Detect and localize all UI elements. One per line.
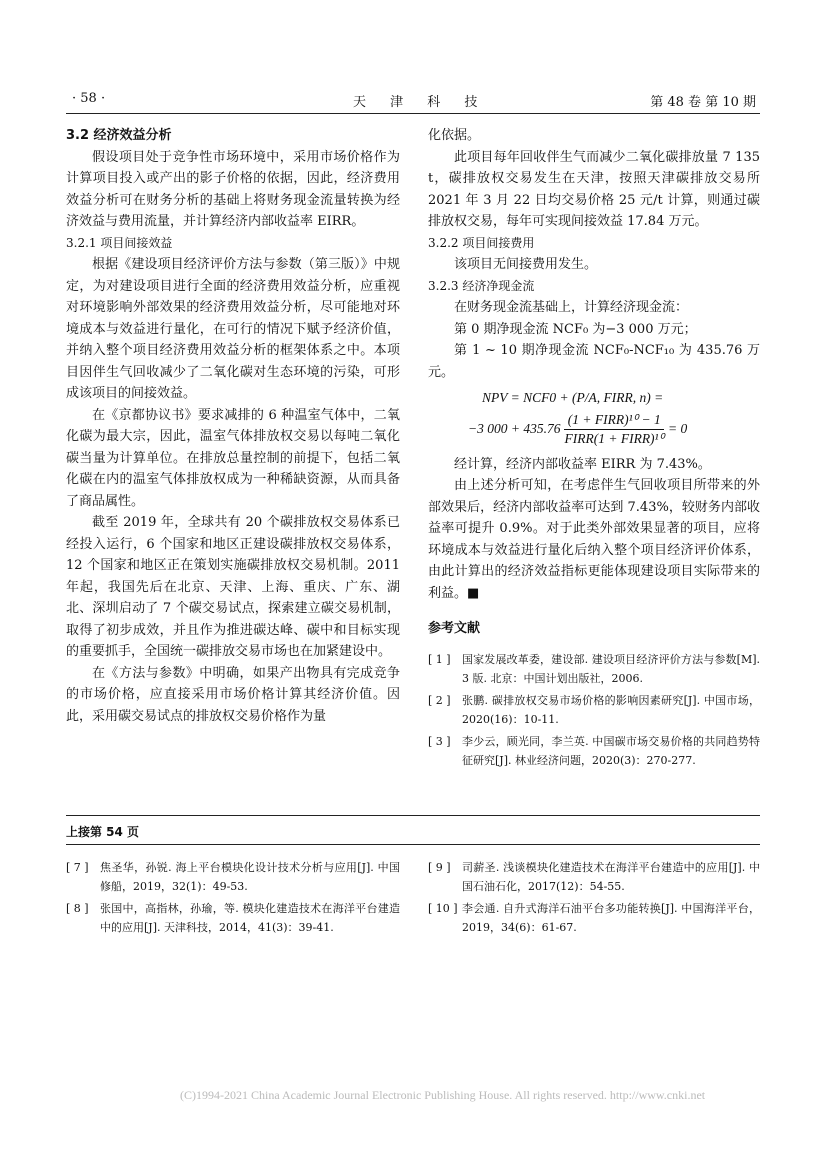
fraction-denominator: FIRR(1 + FIRR)¹⁰ bbox=[564, 430, 665, 446]
paragraph: 第 0 期净现金流 NCF₀ 为−3 000 万元； bbox=[454, 321, 697, 337]
section-3-2-3-heading: 3.2.3 经济净现金流 bbox=[428, 278, 535, 293]
paragraph: 假设项目处于竞争性市场环境中，采用市场价格作为计算项目投入或产出的影子价格的依据，因此，经济费用效益分析可在财务分析的基础上将财务现金流量转换为经济效益与费用流量，并计算经济内部收益率 EIRR。 bbox=[66, 149, 400, 229]
section-3-2-1-heading: 3.2.1 项目间接效益 bbox=[66, 235, 173, 250]
paragraph: 由上述分析可知，在考虑伴生气回收项目所带来的外部效果后，经济内部收益率可达到 7.43%，较财务内部收益率可提升 0.9%。对于此类外部效果显著的项目，应将环境成本与效益进行量化后纳入整个项目经济评价体系，由此计算出的经济效益指标更能体现建设项目实际带来的利益。■ bbox=[428, 478, 760, 601]
references-heading: 参考文献 bbox=[428, 621, 481, 636]
section-3-2-heading: 3.2 经济效益分析 bbox=[66, 128, 172, 143]
continued-references-right bbox=[428, 858, 760, 940]
journal-title: 天 津 科 技 bbox=[353, 95, 488, 110]
header-rule bbox=[66, 113, 760, 114]
reference-item bbox=[428, 650, 760, 688]
continued-rule bbox=[66, 844, 760, 845]
reference-item bbox=[428, 899, 760, 937]
npv-equation-line-2 bbox=[468, 411, 760, 448]
paragraph: 第 1 ~ 10 期净现金流 NCF₀-NCF₁₀ 为 435.76 万元。 bbox=[428, 343, 760, 380]
reference-item bbox=[428, 691, 760, 729]
paragraph: 根据《建设项目经济评价方法与参数（第三版）》中规定，为对建设项目进行全面的经济费用效益分析，应重视对环境影响外部效果的经济费用效益分析，尽可能地对环境成本与效益进行量化，在可行的情况下赋予经济价值，并纳入整个项目经济费用效益分析的框架体系之中。本项目因伴生气回收减少了二氧化碳对生态环境的污染，可形成该项目的间接效益。 bbox=[66, 257, 400, 401]
paragraph: 在《京都协议书》要求减排的 6 种温室气体中，二氧化碳为最大宗，因此，温室气体排放权交易以每吨二氧化碳当量为计算单位。在排放总量控制的前提下，包括二氧化碳在内的温室气体排放权成为一种稀缺资源，从而具备了商品属性。 bbox=[66, 407, 400, 509]
reference-text: 李会通. 自升式海洋石油平台多功能转换[J]. 中国海洋平台，2019，34(6)：61-67. bbox=[462, 902, 760, 934]
reference-number: [ 9 ] bbox=[428, 861, 451, 874]
reference-text: 李少云，顾光同，李兰英. 中国碳市场交易价格的共同趋势特征研究[J]. 林业经济问题，2020(3)：270-277. bbox=[462, 734, 760, 767]
reference-number: [ 1 ] bbox=[428, 652, 451, 666]
section-3-2-2-heading: 3.2.2 项目间接费用 bbox=[428, 235, 535, 250]
copyright-footer: (C)1994-2021 China Academic Journal Electronic Publishing House. All rights reserved. http://www.cnki.net bbox=[180, 1088, 706, 1102]
npv-equation-line-1: NPV = NCF0 + (P/A, FIRR, n) = bbox=[482, 390, 664, 405]
reference-item bbox=[428, 732, 760, 770]
reference-item bbox=[66, 858, 400, 896]
reference-text: 焦圣华，孙锐. 海上平台模块化设计技术分析与应用[J]. 中国修船，2019，32(1)：49-53. bbox=[100, 861, 400, 893]
reference-number: [ 3 ] bbox=[428, 734, 451, 748]
paragraph: 该项目无间接费用发生。 bbox=[454, 257, 598, 272]
fraction-numerator: (1 + FIRR)¹⁰ − 1 bbox=[567, 411, 661, 427]
paragraph-continued: 化依据。 bbox=[428, 128, 481, 143]
equation-term: = 0 bbox=[668, 421, 688, 437]
continued-references-left bbox=[66, 858, 400, 940]
paragraph: 经计算，经济内部收益率 EIRR 为 7.43%。 bbox=[454, 456, 711, 472]
right-column bbox=[428, 125, 760, 773]
continued-label: 上接第 54 页 bbox=[66, 825, 140, 839]
reference-number: [ 7 ] bbox=[66, 861, 89, 874]
reference-item bbox=[66, 899, 400, 937]
paragraph: 在《方法与参数》中明确，如果产出物具有完成竞争的市场价格，应直接采用市场价格计算其经济价值。因此，采用碳交易试点的排放权交易价格作为量 bbox=[66, 665, 400, 724]
left-column bbox=[66, 125, 400, 727]
equation-fraction bbox=[564, 411, 664, 448]
reference-text: 国家发展改革委，建设部. 建设项目经济评价方法与参数[M]. 3 版. 北京：中国计划出版社，2006. bbox=[462, 652, 760, 685]
issue-info: 第 48 卷 第 10 期 bbox=[650, 95, 756, 110]
reference-number: [ 2 ] bbox=[428, 693, 451, 707]
reference-text: 司薪圣. 浅谈模块化建造技术在海洋平台建造中的应用[J]. 中国石油石化，2017(12)：54-55. bbox=[462, 861, 760, 893]
reference-list bbox=[428, 650, 760, 770]
paragraph: 此项目每年回收伴生气而减少二氧化碳排放量 7 135 t，碳排放权交易发生在天津，按照天津碳排放交易所 2021 年 3 月 22 日均交易价格 25 元/t 计算，则通过碳排放权交易，每年可实现间接效益 17.84 万元。 bbox=[428, 149, 760, 229]
reference-number: [ 10 ] bbox=[428, 902, 458, 915]
reference-text: 张国中，高指林，孙瑜，等. 模块化建造技术在海洋平台建造中的应用[J]. 天津科技，2014，41(3)：39-41. bbox=[100, 902, 400, 934]
reference-number: [ 8 ] bbox=[66, 902, 89, 915]
paragraph: 在财务现金流基础上，计算经济现金流： bbox=[454, 300, 689, 315]
reference-text: 张鹏. 碳排放权交易市场价格的影响因素研究[J]. 中国市场，2020(16)：10-11. bbox=[462, 693, 760, 726]
equation-term: −3 000 + 435.76 bbox=[468, 421, 561, 437]
reference-item bbox=[428, 858, 760, 896]
page-number: · 58 · bbox=[72, 91, 106, 106]
section-rule bbox=[66, 815, 760, 816]
paragraph: 截至 2019 年，全球共有 20 个碳排放权交易体系已经投入运行，6 个国家和地区正建设碳排放权交易体系，12 个国家和地区正在策划实施碳排放权交易机制。2011 年起，我国先后在北京、天津、上海、重庆、广东、湖北、深圳启动了 7 个碳交易试点，探索建立碳交易机制，取得了初步成效，并且作为推进碳达峰、碳中和目标实现的重要抓手，全国统一碳排放交易市场也在加紧建设中。 bbox=[66, 515, 400, 659]
